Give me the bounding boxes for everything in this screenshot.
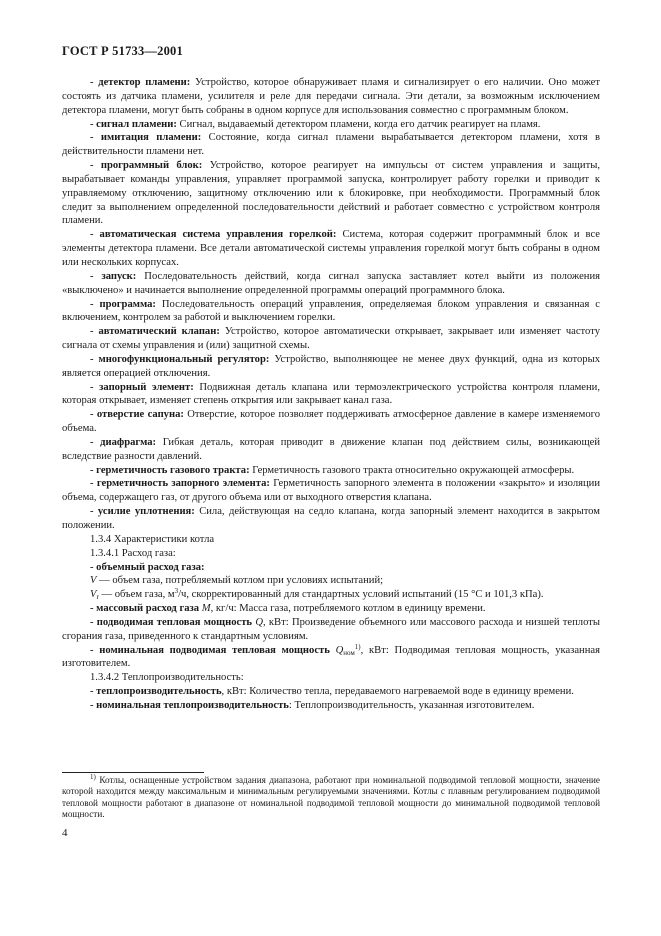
definition-text: Подвижная деталь клапана или термоэлектрического устройства контроля пламени, которая открывает, изменяет степень открытия или закрывает канал газа.: [62, 381, 601, 407]
definition-entry: - теплопроизводительность, кВт: Количество тепла, передаваемого нагреваемой воде в единицу времени.: [90, 686, 574, 698]
footnote: [62, 775, 600, 820]
definition-term: - отверстие сапуна:: [90, 409, 184, 421]
definition-term: - номинальная теплопроизводительность: [90, 699, 289, 711]
document-body: [62, 76, 600, 713]
definition-term: - диафрагма:: [90, 436, 157, 448]
footnote-divider: [62, 772, 204, 773]
definition-entry: [62, 381, 600, 409]
definition-term: - герметичность запорного элемента:: [90, 478, 270, 490]
definition-term: - запуск:: [90, 270, 137, 282]
definition-term: - программный блок:: [90, 160, 203, 172]
definition-entry: [62, 464, 600, 478]
definition-text: Система, которая содержит программный блок и все элементы детектора пламени. Все детали автоматической системы управления горелкой могут быть собраны в одном или нескольких корпусах.: [62, 229, 601, 268]
definition-term: - автоматический клапан:: [90, 326, 220, 338]
symbol: V: [90, 589, 97, 601]
definition-entry: [62, 118, 600, 132]
definition-text: Устройство, которое обнаруживает пламя и сигнализирует о его наличии. Оно может состоять из датчика пламени, усилителя и реле для передачи сигнала. Эти детали, за возможным исключением детектора пламени, могут быть собраны в одном корпусе для использования совместно с программным блоком.: [62, 77, 600, 116]
definition-entry: [62, 408, 600, 436]
definition-entry: [62, 436, 600, 464]
definition-text: Устройство, которое автоматически открывает, закрывает или изменяет частоту сигнала от схемы управления и (или) защитной схемы.: [62, 326, 600, 352]
definition-text: Гибкая деталь, которая приводит в движение клапан под действием силы, возникающей вследствие разности давлений.: [62, 436, 600, 462]
definition-term: - сигнал пламени:: [90, 118, 177, 130]
definition-text: Устройство, выполняющее не менее двух функций, одна из которых является операцией отключения.: [62, 353, 600, 379]
definition-text: Устройство, которое реагирует на импульсы от систем управления и защиты, вырабатывает команды управления, управляет программой запуска, контролирует работу горелки и приводит к управляемому отключению, защитному отключению или к блокировке, при необходимости. Программный блок следит за выполнением определенной последовательности действий и работает совместно с устройством контроля пламени.: [62, 160, 600, 227]
definition-term: - объемный расход газа:: [90, 561, 205, 573]
definition-text: Состояние, когда сигнал пламени вырабатывается детектором пламени, хотя в действительности пламени нет.: [62, 132, 600, 158]
definition-entry: [62, 228, 600, 270]
definition-entry: [62, 159, 600, 228]
subsection-heading: 1.3.4.1 Расход газа:: [90, 547, 176, 559]
definition-term: - усилие уплотнения:: [90, 506, 195, 518]
definition-term: - детектор пламени:: [90, 77, 191, 88]
footnote-mark: 1): [90, 773, 96, 781]
definition-term: - теплопроизводительность: [90, 686, 222, 698]
definition-text: Отверстие, которое позволяет поддерживать атмосферное давление в камере изменяемого объема.: [62, 409, 600, 435]
definition-entry: - номинальная теплопроизводительность: Теплопроизводительность, указанная изготовителем.: [90, 699, 535, 711]
definition-term: - массовый расход газа: [90, 603, 200, 615]
definition-text: Последовательность действий, когда сигнал запуска заставляет котел выйти из положения «выключено» и начинается выполнение определенной программы операций программного блока.: [62, 270, 600, 296]
footnote-ref[interactable]: 1): [354, 642, 361, 651]
definition-text: Герметичность запорного элемента в положении «закрыто» и изоляции объема, содержащего газ, от другого объема или от выходного отверстия клапана.: [62, 478, 600, 504]
footnote-text: Котлы, оснащенные устройством задания диапазона, работают при номинальной подводимой тепловой мощности, значение которой находится между максимальным и минимальным регулируемыми значениями. Котлы с плавным регулированием подводимой тепловой мощности работают в диапазоне от номинальной подводимой тепловой мощности до минимальной подводимой тепловой мощности.: [62, 775, 600, 819]
definition-text: Герметичность газового тракта относительно окружающей атмосферы.: [249, 464, 575, 476]
definition-entry: [62, 298, 600, 326]
symbol: Q: [255, 616, 263, 628]
definition-text: Последовательность операций управления, определяемая блоком управления и связанная с включением, контролем за работой и выключением горелки.: [62, 298, 600, 324]
definition-text: Сила, действующая на седло клапана, когда запорный элемент находится в закрытом положении.: [62, 506, 600, 531]
definition-term: - номинальная подводимая тепловая мощность: [90, 644, 330, 656]
definition-entry: [62, 131, 600, 159]
definition-entry: - массовый расход газа M, кг/ч: Масса газа, потребляемого котлом в единицу времени.: [90, 603, 486, 615]
definitions-list: [62, 76, 600, 533]
definition-text: Сигнал, выдаваемый детектором пламени, когда его датчик реагирует на пламя.: [176, 118, 541, 130]
definition-entry: [62, 353, 600, 381]
definition-term: - запорный элемент:: [90, 381, 194, 393]
definition-entry: [62, 477, 600, 505]
definition-term: - герметичность газового тракта:: [90, 464, 250, 476]
definition-term: - подводимая тепловая мощность: [90, 616, 253, 628]
document-header: ГОСТ Р 51733—2001: [62, 44, 183, 58]
definition-entry: [62, 325, 600, 353]
symbol: M: [201, 603, 211, 615]
page-number: 4: [62, 827, 68, 839]
definition-term: - программа:: [90, 298, 156, 310]
section-heading: 1.3.4 Характеристики котла: [90, 533, 215, 545]
definition-entry: [62, 76, 600, 118]
definition-entry: [62, 561, 600, 575]
symbol-line: V — объем газа, потребляемый котлом при условиях испытаний;: [90, 575, 384, 587]
definition-term: - многофункциональный регулятор:: [90, 353, 270, 365]
definition-entry: - подводимая тепловая мощность Q, кВт: Произведение объемного или массового расхода и низшей теплоты сгорания газа, приведенного к стандартным условиям.: [62, 616, 600, 642]
symbol: Q: [335, 644, 344, 656]
symbol-line: $V_r$ — объем газа, $м^3/ч$, скорректированный для стандартных условий испытаний (15 °С и 101,3 кПа).: [90, 587, 544, 602]
subsection-heading: 1.3.4.2 Теплопроизводительность:: [90, 672, 244, 684]
definition-term: - автоматическая система управления горелкой:: [90, 229, 337, 241]
definition-entry: [62, 270, 600, 298]
definition-term: - имитация пламени:: [90, 132, 202, 144]
definition-entry: [62, 505, 600, 533]
symbol: V: [90, 575, 97, 587]
definition-entry: - номинальная подводимая тепловая мощность $Q_{ном}^{1)}$, кВт: Подводимая тепловая мощность, указанная изготовителем.: [62, 642, 600, 670]
